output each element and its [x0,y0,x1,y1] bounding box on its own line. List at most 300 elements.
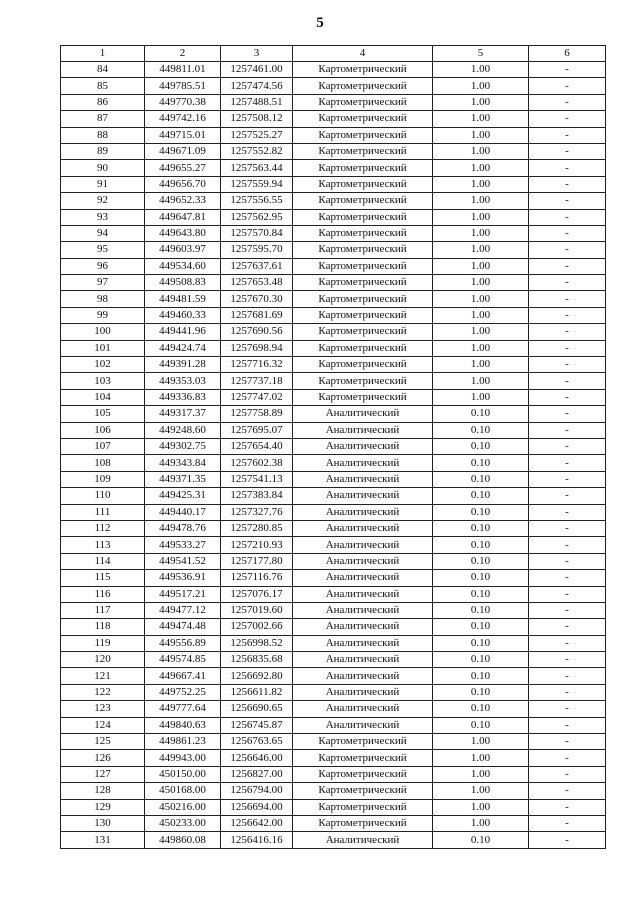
note-cell: - [529,324,606,340]
x-coordinate-cell: 450168.00 [145,783,221,799]
table-row [61,570,606,586]
point-number-cell: 99 [61,307,145,323]
point-number-cell: 130 [61,815,145,831]
table-row [61,78,606,94]
accuracy-cell: 1.00 [433,324,529,340]
table-row [61,553,606,569]
note-cell: - [529,176,606,192]
accuracy-cell: 1.00 [433,799,529,815]
y-coordinate-cell: 1257595.70 [221,242,293,258]
method-cell: Аналитический [293,717,433,733]
table-row [61,734,606,750]
note-cell: - [529,602,606,618]
accuracy-cell: 1.00 [433,94,529,110]
method-cell: Картометрический [293,209,433,225]
point-number-cell: 98 [61,291,145,307]
x-coordinate-cell: 449943.00 [145,750,221,766]
x-coordinate-cell: 449302.75 [145,438,221,454]
point-number-cell: 118 [61,619,145,635]
column-header: 6 [529,46,606,62]
accuracy-cell: 1.00 [433,750,529,766]
y-coordinate-cell: 1257559.94 [221,176,293,192]
table-row [61,324,606,340]
y-coordinate-cell: 1257654.40 [221,438,293,454]
accuracy-cell: 0.10 [433,717,529,733]
table-row [61,652,606,668]
point-number-cell: 124 [61,717,145,733]
accuracy-cell: 1.00 [433,160,529,176]
note-cell: - [529,422,606,438]
table-row [61,684,606,700]
x-coordinate-cell: 449647.81 [145,209,221,225]
y-coordinate-cell: 1256827.00 [221,766,293,782]
point-number-cell: 108 [61,455,145,471]
y-coordinate-cell: 1257210.93 [221,537,293,553]
x-coordinate-cell: 449353.03 [145,373,221,389]
table-row [61,143,606,159]
note-cell: - [529,291,606,307]
table-row [61,160,606,176]
accuracy-cell: 0.10 [433,455,529,471]
note-cell: - [529,143,606,159]
point-number-cell: 92 [61,193,145,209]
accuracy-cell: 1.00 [433,127,529,143]
note-cell: - [529,78,606,94]
method-cell: Аналитический [293,602,433,618]
y-coordinate-cell: 1257602.38 [221,455,293,471]
method-cell: Картометрический [293,111,433,127]
method-cell: Картометрический [293,815,433,831]
note-cell: - [529,619,606,635]
table-row [61,357,606,373]
method-cell: Картометрический [293,291,433,307]
x-coordinate-cell: 449840.63 [145,717,221,733]
accuracy-cell: 0.10 [433,635,529,651]
y-coordinate-cell: 1257488.51 [221,94,293,110]
x-coordinate-cell: 449671.09 [145,143,221,159]
y-coordinate-cell: 1256763.65 [221,734,293,750]
y-coordinate-cell: 1257508.12 [221,111,293,127]
note-cell: - [529,111,606,127]
accuracy-cell: 1.00 [433,209,529,225]
note-cell: - [529,553,606,569]
method-cell: Аналитический [293,406,433,422]
accuracy-cell: 0.10 [433,602,529,618]
accuracy-cell: 1.00 [433,815,529,831]
point-number-cell: 93 [61,209,145,225]
x-coordinate-cell: 449481.59 [145,291,221,307]
accuracy-cell: 0.10 [433,471,529,487]
y-coordinate-cell: 1256690.65 [221,701,293,717]
x-coordinate-cell: 449460.33 [145,307,221,323]
table-row [61,602,606,618]
y-coordinate-cell: 1257002.66 [221,619,293,635]
x-coordinate-cell: 449752.25 [145,684,221,700]
x-coordinate-cell: 449425.31 [145,488,221,504]
y-coordinate-cell: 1257653.48 [221,275,293,291]
y-coordinate-cell: 1257116.76 [221,570,293,586]
point-number-cell: 119 [61,635,145,651]
table-row [61,127,606,143]
note-cell: - [529,668,606,684]
x-coordinate-cell: 449541.52 [145,553,221,569]
y-coordinate-cell: 1257716.32 [221,357,293,373]
y-coordinate-cell: 1257327.76 [221,504,293,520]
point-number-cell: 128 [61,783,145,799]
accuracy-cell: 0.10 [433,652,529,668]
method-cell: Картометрический [293,275,433,291]
table-row [61,832,606,848]
table-row [61,471,606,487]
y-coordinate-cell: 1257525.27 [221,127,293,143]
point-number-cell: 101 [61,340,145,356]
point-number-cell: 131 [61,832,145,848]
accuracy-cell: 0.10 [433,684,529,700]
method-cell: Картометрический [293,373,433,389]
accuracy-cell: 0.10 [433,570,529,586]
accuracy-cell: 0.10 [433,520,529,536]
accuracy-cell: 0.10 [433,504,529,520]
note-cell: - [529,717,606,733]
y-coordinate-cell: 1257383.84 [221,488,293,504]
point-number-cell: 117 [61,602,145,618]
note-cell: - [529,570,606,586]
point-number-cell: 129 [61,799,145,815]
method-cell: Картометрический [293,307,433,323]
point-number-cell: 123 [61,701,145,717]
note-cell: - [529,701,606,717]
accuracy-cell: 1.00 [433,225,529,241]
note-cell: - [529,62,606,78]
note-cell: - [529,373,606,389]
accuracy-cell: 1.00 [433,307,529,323]
table-row [61,406,606,422]
note-cell: - [529,209,606,225]
x-coordinate-cell: 449477.12 [145,602,221,618]
note-cell: - [529,520,606,536]
table-row [61,766,606,782]
point-number-cell: 91 [61,176,145,192]
note-cell: - [529,815,606,831]
note-cell: - [529,193,606,209]
point-number-cell: 97 [61,275,145,291]
x-coordinate-cell: 449652.33 [145,193,221,209]
method-cell: Аналитический [293,471,433,487]
x-coordinate-cell: 449336.83 [145,389,221,405]
y-coordinate-cell: 1256692.80 [221,668,293,684]
y-coordinate-cell: 1257563.44 [221,160,293,176]
note-cell: - [529,242,606,258]
x-coordinate-cell: 449574.85 [145,652,221,668]
note-cell: - [529,307,606,323]
method-cell: Картометрический [293,62,433,78]
y-coordinate-cell: 1256998.52 [221,635,293,651]
accuracy-cell: 1.00 [433,176,529,192]
x-coordinate-cell: 449371.35 [145,471,221,487]
method-cell: Аналитический [293,422,433,438]
accuracy-cell: 1.00 [433,275,529,291]
accuracy-cell: 0.10 [433,701,529,717]
table-row [61,504,606,520]
table-row [61,62,606,78]
point-number-cell: 125 [61,734,145,750]
accuracy-cell: 0.10 [433,553,529,569]
y-coordinate-cell: 1257541.13 [221,471,293,487]
method-cell: Аналитический [293,586,433,602]
x-coordinate-cell: 449248.60 [145,422,221,438]
accuracy-cell: 1.00 [433,373,529,389]
accuracy-cell: 0.10 [433,619,529,635]
accuracy-cell: 1.00 [433,291,529,307]
table-row [61,275,606,291]
method-cell: Аналитический [293,619,433,635]
point-number-cell: 114 [61,553,145,569]
table-row [61,94,606,110]
x-coordinate-cell: 449603.97 [145,242,221,258]
y-coordinate-cell: 1257698.94 [221,340,293,356]
method-cell: Картометрический [293,78,433,94]
point-number-cell: 120 [61,652,145,668]
accuracy-cell: 0.10 [433,586,529,602]
method-cell: Аналитический [293,504,433,520]
y-coordinate-cell: 1257461.00 [221,62,293,78]
note-cell: - [529,488,606,504]
table-row [61,193,606,209]
table-row [61,520,606,536]
x-coordinate-cell: 449715.01 [145,127,221,143]
y-coordinate-cell: 1257556.55 [221,193,293,209]
note-cell: - [529,635,606,651]
accuracy-cell: 1.00 [433,734,529,750]
method-cell: Аналитический [293,455,433,471]
method-cell: Картометрический [293,750,433,766]
note-cell: - [529,684,606,700]
x-coordinate-cell: 449424.74 [145,340,221,356]
note-cell: - [529,504,606,520]
table-row [61,373,606,389]
column-header: 1 [61,46,145,62]
x-coordinate-cell: 449667.41 [145,668,221,684]
table-row [61,176,606,192]
y-coordinate-cell: 1257177.80 [221,553,293,569]
x-coordinate-cell: 449343.84 [145,455,221,471]
point-number-cell: 126 [61,750,145,766]
table-header-row [61,46,606,62]
y-coordinate-cell: 1257681.69 [221,307,293,323]
column-header: 4 [293,46,433,62]
y-coordinate-cell: 1256416.16 [221,832,293,848]
method-cell: Картометрический [293,734,433,750]
method-cell: Картометрический [293,783,433,799]
x-coordinate-cell: 449391.28 [145,357,221,373]
point-number-cell: 115 [61,570,145,586]
point-number-cell: 112 [61,520,145,536]
accuracy-cell: 1.00 [433,357,529,373]
point-number-cell: 122 [61,684,145,700]
column-header: 3 [221,46,293,62]
point-number-cell: 84 [61,62,145,78]
x-coordinate-cell: 449536.91 [145,570,221,586]
y-coordinate-cell: 1256646.00 [221,750,293,766]
table-row [61,422,606,438]
y-coordinate-cell: 1257747.02 [221,389,293,405]
point-number-cell: 85 [61,78,145,94]
accuracy-cell: 0.10 [433,832,529,848]
accuracy-cell: 0.10 [433,668,529,684]
method-cell: Аналитический [293,635,433,651]
y-coordinate-cell: 1257670.30 [221,291,293,307]
note-cell: - [529,471,606,487]
method-cell: Аналитический [293,684,433,700]
point-number-cell: 109 [61,471,145,487]
point-number-cell: 89 [61,143,145,159]
accuracy-cell: 0.10 [433,406,529,422]
table-row [61,815,606,831]
table-row [61,307,606,323]
note-cell: - [529,734,606,750]
method-cell: Аналитический [293,438,433,454]
method-cell: Аналитический [293,488,433,504]
x-coordinate-cell: 449656.70 [145,176,221,192]
point-number-cell: 94 [61,225,145,241]
x-coordinate-cell: 449785.51 [145,78,221,94]
method-cell: Картометрический [293,324,433,340]
table-row [61,635,606,651]
coordinates-table [60,45,606,849]
y-coordinate-cell: 1256794.00 [221,783,293,799]
x-coordinate-cell: 449441.96 [145,324,221,340]
note-cell: - [529,766,606,782]
x-coordinate-cell: 449643.80 [145,225,221,241]
point-number-cell: 113 [61,537,145,553]
y-coordinate-cell: 1257758.89 [221,406,293,422]
y-coordinate-cell: 1257076.17 [221,586,293,602]
y-coordinate-cell: 1256835.68 [221,652,293,668]
x-coordinate-cell: 449770.38 [145,94,221,110]
table-row [61,783,606,799]
method-cell: Картометрический [293,176,433,192]
note-cell: - [529,275,606,291]
accuracy-cell: 1.00 [433,193,529,209]
x-coordinate-cell: 450150.00 [145,766,221,782]
table-row [61,799,606,815]
accuracy-cell: 1.00 [433,389,529,405]
point-number-cell: 88 [61,127,145,143]
table-body [61,62,606,849]
point-number-cell: 105 [61,406,145,422]
x-coordinate-cell: 450233.00 [145,815,221,831]
method-cell: Картометрический [293,357,433,373]
x-coordinate-cell: 449534.60 [145,258,221,274]
y-coordinate-cell: 1257552.82 [221,143,293,159]
accuracy-cell: 1.00 [433,111,529,127]
note-cell: - [529,225,606,241]
table-row [61,619,606,635]
method-cell: Картометрический [293,143,433,159]
y-coordinate-cell: 1257019.60 [221,602,293,618]
x-coordinate-cell: 449556.89 [145,635,221,651]
table-row [61,455,606,471]
table-row [61,258,606,274]
y-coordinate-cell: 1257690.56 [221,324,293,340]
method-cell: Картометрический [293,127,433,143]
table-row [61,717,606,733]
method-cell: Картометрический [293,94,433,110]
note-cell: - [529,799,606,815]
method-cell: Картометрический [293,258,433,274]
method-cell: Картометрический [293,389,433,405]
page-number: 5 [316,15,324,31]
accuracy-cell: 0.10 [433,488,529,504]
y-coordinate-cell: 1257637.61 [221,258,293,274]
x-coordinate-cell: 449860.08 [145,832,221,848]
note-cell: - [529,389,606,405]
table-row [61,340,606,356]
point-number-cell: 102 [61,357,145,373]
table-row [61,291,606,307]
x-coordinate-cell: 449777.64 [145,701,221,717]
x-coordinate-cell: 449508.83 [145,275,221,291]
note-cell: - [529,258,606,274]
y-coordinate-cell: 1256611.82 [221,684,293,700]
note-cell: - [529,127,606,143]
method-cell: Аналитический [293,668,433,684]
point-number-cell: 116 [61,586,145,602]
point-number-cell: 103 [61,373,145,389]
point-number-cell: 106 [61,422,145,438]
note-cell: - [529,586,606,602]
note-cell: - [529,783,606,799]
table-row [61,209,606,225]
note-cell: - [529,832,606,848]
x-coordinate-cell: 449742.16 [145,111,221,127]
method-cell: Аналитический [293,652,433,668]
x-coordinate-cell: 449861.23 [145,734,221,750]
point-number-cell: 107 [61,438,145,454]
column-header: 5 [433,46,529,62]
point-number-cell: 90 [61,160,145,176]
point-number-cell: 100 [61,324,145,340]
x-coordinate-cell: 449517.21 [145,586,221,602]
point-number-cell: 104 [61,389,145,405]
y-coordinate-cell: 1256745.87 [221,717,293,733]
accuracy-cell: 1.00 [433,258,529,274]
y-coordinate-cell: 1257695.07 [221,422,293,438]
y-coordinate-cell: 1256642.00 [221,815,293,831]
point-number-cell: 110 [61,488,145,504]
x-coordinate-cell: 449655.27 [145,160,221,176]
note-cell: - [529,537,606,553]
note-cell: - [529,160,606,176]
table-row [61,242,606,258]
table-row [61,750,606,766]
note-cell: - [529,750,606,766]
y-coordinate-cell: 1257562.95 [221,209,293,225]
accuracy-cell: 0.10 [433,438,529,454]
method-cell: Картометрический [293,799,433,815]
point-number-cell: 96 [61,258,145,274]
y-coordinate-cell: 1257570.84 [221,225,293,241]
x-coordinate-cell: 450216.00 [145,799,221,815]
accuracy-cell: 0.10 [433,422,529,438]
method-cell: Картометрический [293,340,433,356]
column-header: 2 [145,46,221,62]
accuracy-cell: 1.00 [433,62,529,78]
method-cell: Картометрический [293,766,433,782]
table-row [61,438,606,454]
table-row [61,701,606,717]
point-number-cell: 95 [61,242,145,258]
